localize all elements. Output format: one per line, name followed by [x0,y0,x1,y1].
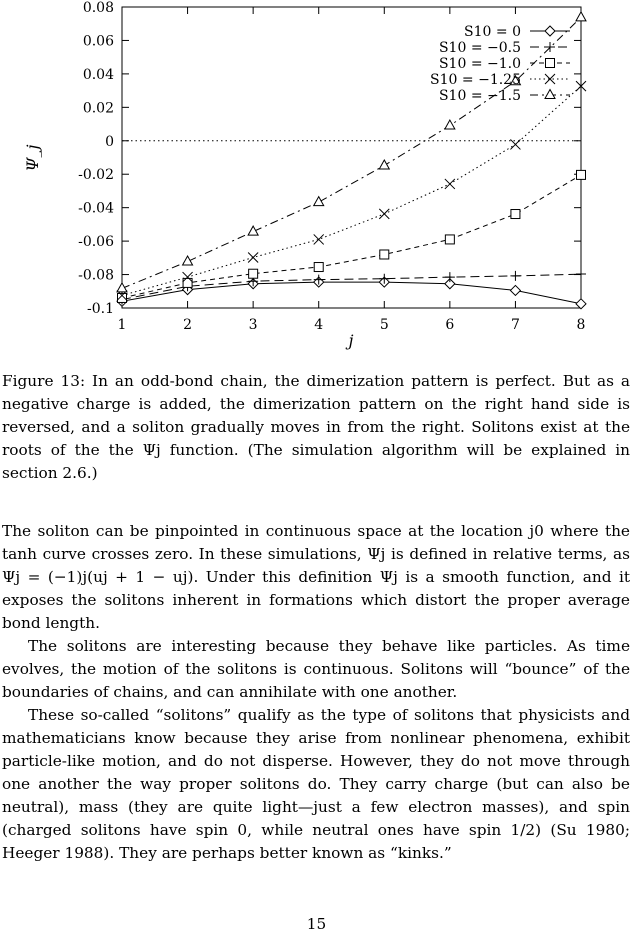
x-tick-label: 1 [117,317,127,333]
x-tick-label: 8 [576,317,586,333]
x-axis-label: j [348,331,354,350]
y-axis-label: Ψ_j [23,144,42,172]
series-3-point [577,170,586,179]
page-number: 15 [306,915,327,933]
paragraph-3: These so-called “solitons” qualify as the type of solitons that physicists and mathematicians know because they arise from nonlinear phenomena, exhibit particle-like motion, and do not disperse. However, they do not move through one another the way proper solitons do. They carry charge (but can also be neutral), mass (they are quite light—just a few electron masses), and spin (charged solitons have spin 0, while neutral ones have spin 1/2) (Su 1980; Heeger 1988). They are perhaps better known as “kinks.” [2,706,630,862]
series-5-point [379,160,389,169]
series-5-point [576,12,586,21]
legend-label-3: S10 = −1.0 [438,56,521,72]
series-5-point [445,120,455,129]
legend-label-1: S10 = 0 [464,24,521,40]
y-tick-label: -0.08 [78,267,114,284]
series-3-point [445,235,454,244]
x-tick-label: 2 [183,317,193,333]
series-4-point [314,234,324,244]
y-tick-label: -0.04 [78,200,114,217]
y-tick-label: 0 [105,133,114,150]
series-3-point [314,263,323,272]
x-tick-label: 5 [379,317,389,333]
series-5-point [248,226,258,235]
body-text [2,520,630,865]
legend-label-5: S10 = −1.5 [438,88,521,104]
paragraph-2: The solitons are interesting because they behave like particles. As time evolves, the motion of the solitons is continuous. Solitons will “bounce” of the boundaries of chains, and can annihilate with one another. [2,637,630,701]
legend-marker-1 [545,26,555,36]
figure-13-chart [0,0,633,356]
series-5-point [314,197,324,206]
series-3-point [511,210,520,219]
series-4-point [248,252,258,262]
series-2-point [510,271,520,281]
series-1-point [576,299,586,309]
x-tick-label: 3 [248,317,258,333]
figure-caption: Figure 13: In an odd-bond chain, the dimerization pattern is perfect. But as a negative charge is added, the dimerization pattern on the right hand side is reversed, and a soliton gradually moves in from the right. Solitons exist at the roots of the the Ψj function. (The simulation algorithm will be explained in section 2.6.) [2,372,630,482]
y-tick-label: 0.04 [82,66,114,83]
legend-label-4: S10 = −1.25 [430,72,521,88]
series-4-point [379,209,389,219]
series-3-point [249,269,258,278]
y-tick-label: -0.1 [87,301,114,317]
x-tick-label: 7 [510,317,520,333]
series-2-point [445,272,455,282]
legend-marker-5 [545,90,555,99]
series-1-point [510,285,520,295]
legend-marker-3 [546,59,555,68]
series-5-point [183,256,193,265]
x-tick-label: 4 [314,317,324,333]
y-tick-label: 0.06 [82,33,114,50]
series-2-point [576,269,586,279]
y-tick-label: 0.08 [82,0,114,16]
legend-label-2: S10 = −0.5 [438,40,521,56]
series-4-point [445,179,455,189]
chart-canvas [0,0,633,356]
series-3-point [380,250,389,259]
y-tick-label: -0.06 [78,234,114,251]
y-tick-label: -0.02 [78,167,114,184]
series-4-point [510,139,520,149]
y-tick-label: 0.02 [82,100,114,117]
x-tick-label: 6 [445,317,455,333]
paragraph-1: The soliton can be pinpointed in continuous space at the location j0 where the tanh curve crosses zero. In these simulations, Ψj is defined in relative terms, as Ψj = (−1)j(uj + 1 − uj). Under this definition Ψj is a smooth function, and it exposes the solitons inherent in formations which distort the proper average bond length. [2,522,630,632]
